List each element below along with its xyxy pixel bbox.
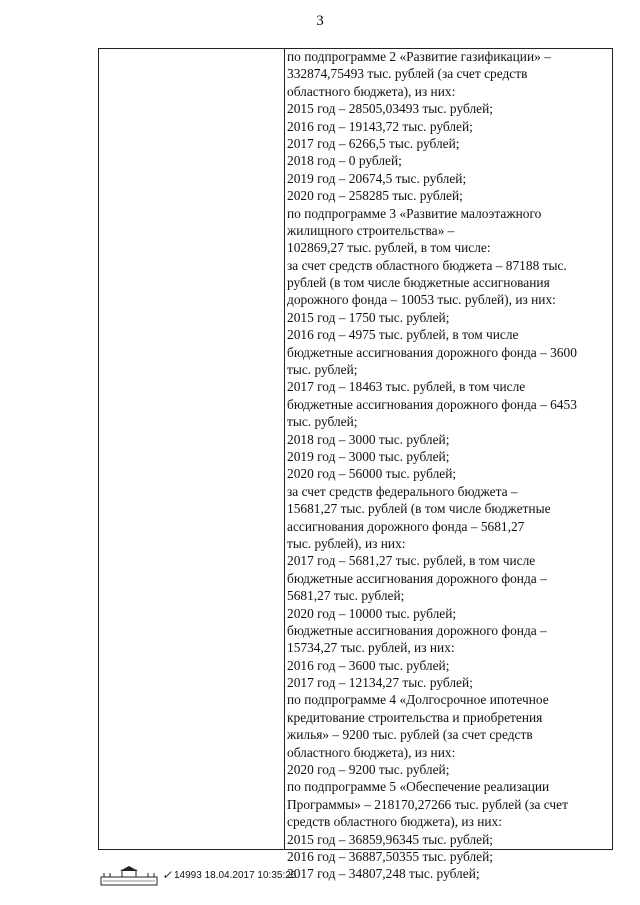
text-line: жилья» – 9200 тыс. рублей (за счет средств [287, 727, 533, 743]
text-line: за счет средств федерального бюджета – [287, 483, 518, 499]
text-line: 2015 год – 28505,03493 тыс. рублей; [287, 101, 493, 117]
text-line: 2017 год – 12134,27 тыс. рублей; [287, 675, 473, 691]
text-line: областного бюджета), из них: [287, 744, 456, 760]
text-line: 102869,27 тыс. рублей, в том числе: [287, 240, 491, 256]
registry-logo-icon [100, 866, 158, 886]
footer-stamp [100, 866, 400, 886]
text-line: 2017 год – 34807,248 тыс. рублей; [287, 866, 480, 882]
text-line: 2019 год – 3000 тыс. рублей; [287, 448, 450, 464]
text-line: областного бюджета), из них: [287, 83, 456, 99]
text-line: по подпрограмме 4 «Долгосрочное ипотечное [287, 692, 549, 708]
text-line: 2016 год – 19143,72 тыс. рублей; [287, 118, 473, 134]
text-line: тыс. рублей; [287, 362, 358, 378]
text-line: 2015 год – 1750 тыс. рублей; [287, 309, 450, 325]
text-line: 2018 год – 3000 тыс. рублей; [287, 431, 450, 447]
text-line: 2016 год – 4975 тыс. рублей, в том числе [287, 327, 519, 343]
text-line: бюджетные ассигнования дорожного фонда – 3600 [287, 344, 577, 360]
text-line: бюджетные ассигнования дорожного фонда – [287, 622, 547, 638]
text-line: ассигнования дорожного фонда – 5681,27 [287, 518, 525, 534]
text-line: 2020 год – 258285 тыс. рублей; [287, 188, 463, 204]
text-line: рублей (в том числе бюджетные ассигнования [287, 275, 550, 291]
text-line: 2017 год – 18463 тыс. рублей, в том числе [287, 379, 526, 395]
text-line: 2017 год – 5681,27 тыс. рублей, в том числе [287, 553, 536, 569]
text-line: 2018 год – 0 рублей; [287, 153, 402, 169]
table-column-divider [284, 48, 285, 850]
stamp-mark: ✓ [162, 868, 173, 882]
text-line: по подпрограмме 5 «Обеспечение реализации [287, 779, 550, 795]
text-line: 2016 год – 36887,50355 тыс. рублей; [287, 848, 493, 864]
text-line: средств областного бюджета), из них: [287, 814, 502, 830]
registration-stamp: 14993 18.04.2017 10:35:26 [174, 870, 297, 881]
text-line: 15734,27 тыс. рублей, из них: [287, 640, 455, 656]
text-line: 2020 год – 9200 тыс. рублей; [287, 762, 450, 778]
text-line: по подпрограмме 2 «Развитие газификации» – [287, 49, 551, 64]
text-line: 2015 год – 36859,96345 тыс. рублей; [287, 831, 493, 847]
text-line: за счет средств областного бюджета – 87188 тыс. [287, 257, 567, 273]
text-line: жилищного строительства» – [287, 222, 455, 238]
text-line: 2016 год – 3600 тыс. рублей; [287, 657, 450, 673]
text-line: 2020 год – 56000 тыс. рублей; [287, 466, 457, 482]
text-line: дорожного фонда – 10053 тыс. рублей), из них: [287, 292, 556, 308]
text-line: бюджетные ассигнования дорожного фонда – [287, 570, 547, 586]
table-right-cell [287, 48, 611, 883]
text-line: по подпрограмме 3 «Развитие малоэтажного [287, 205, 542, 221]
text-line: 2017 год – 6266,5 тыс. рублей; [287, 135, 460, 151]
text-line: 15681,27 тыс. рублей (в том числе бюджетные [287, 501, 551, 517]
text-line: тыс. рублей), из них: [287, 535, 406, 551]
page-number: 3 [316, 13, 324, 29]
text-line: 5681,27 тыс. рублей; [287, 588, 405, 604]
text-line: Программы» – 218170,27266 тыс. рублей (за счет [287, 796, 568, 812]
text-line: 2020 год – 10000 тыс. рублей; [287, 605, 457, 621]
text-line: тыс. рублей; [287, 414, 358, 430]
text-line: 332874,75493 тыс. рублей (за счет средств [287, 66, 528, 82]
text-line: бюджетные ассигнования дорожного фонда – 6453 [287, 396, 577, 412]
text-line: кредитование строительства и приобретения [287, 709, 543, 725]
text-line: 2019 год – 20674,5 тыс. рублей; [287, 170, 467, 186]
